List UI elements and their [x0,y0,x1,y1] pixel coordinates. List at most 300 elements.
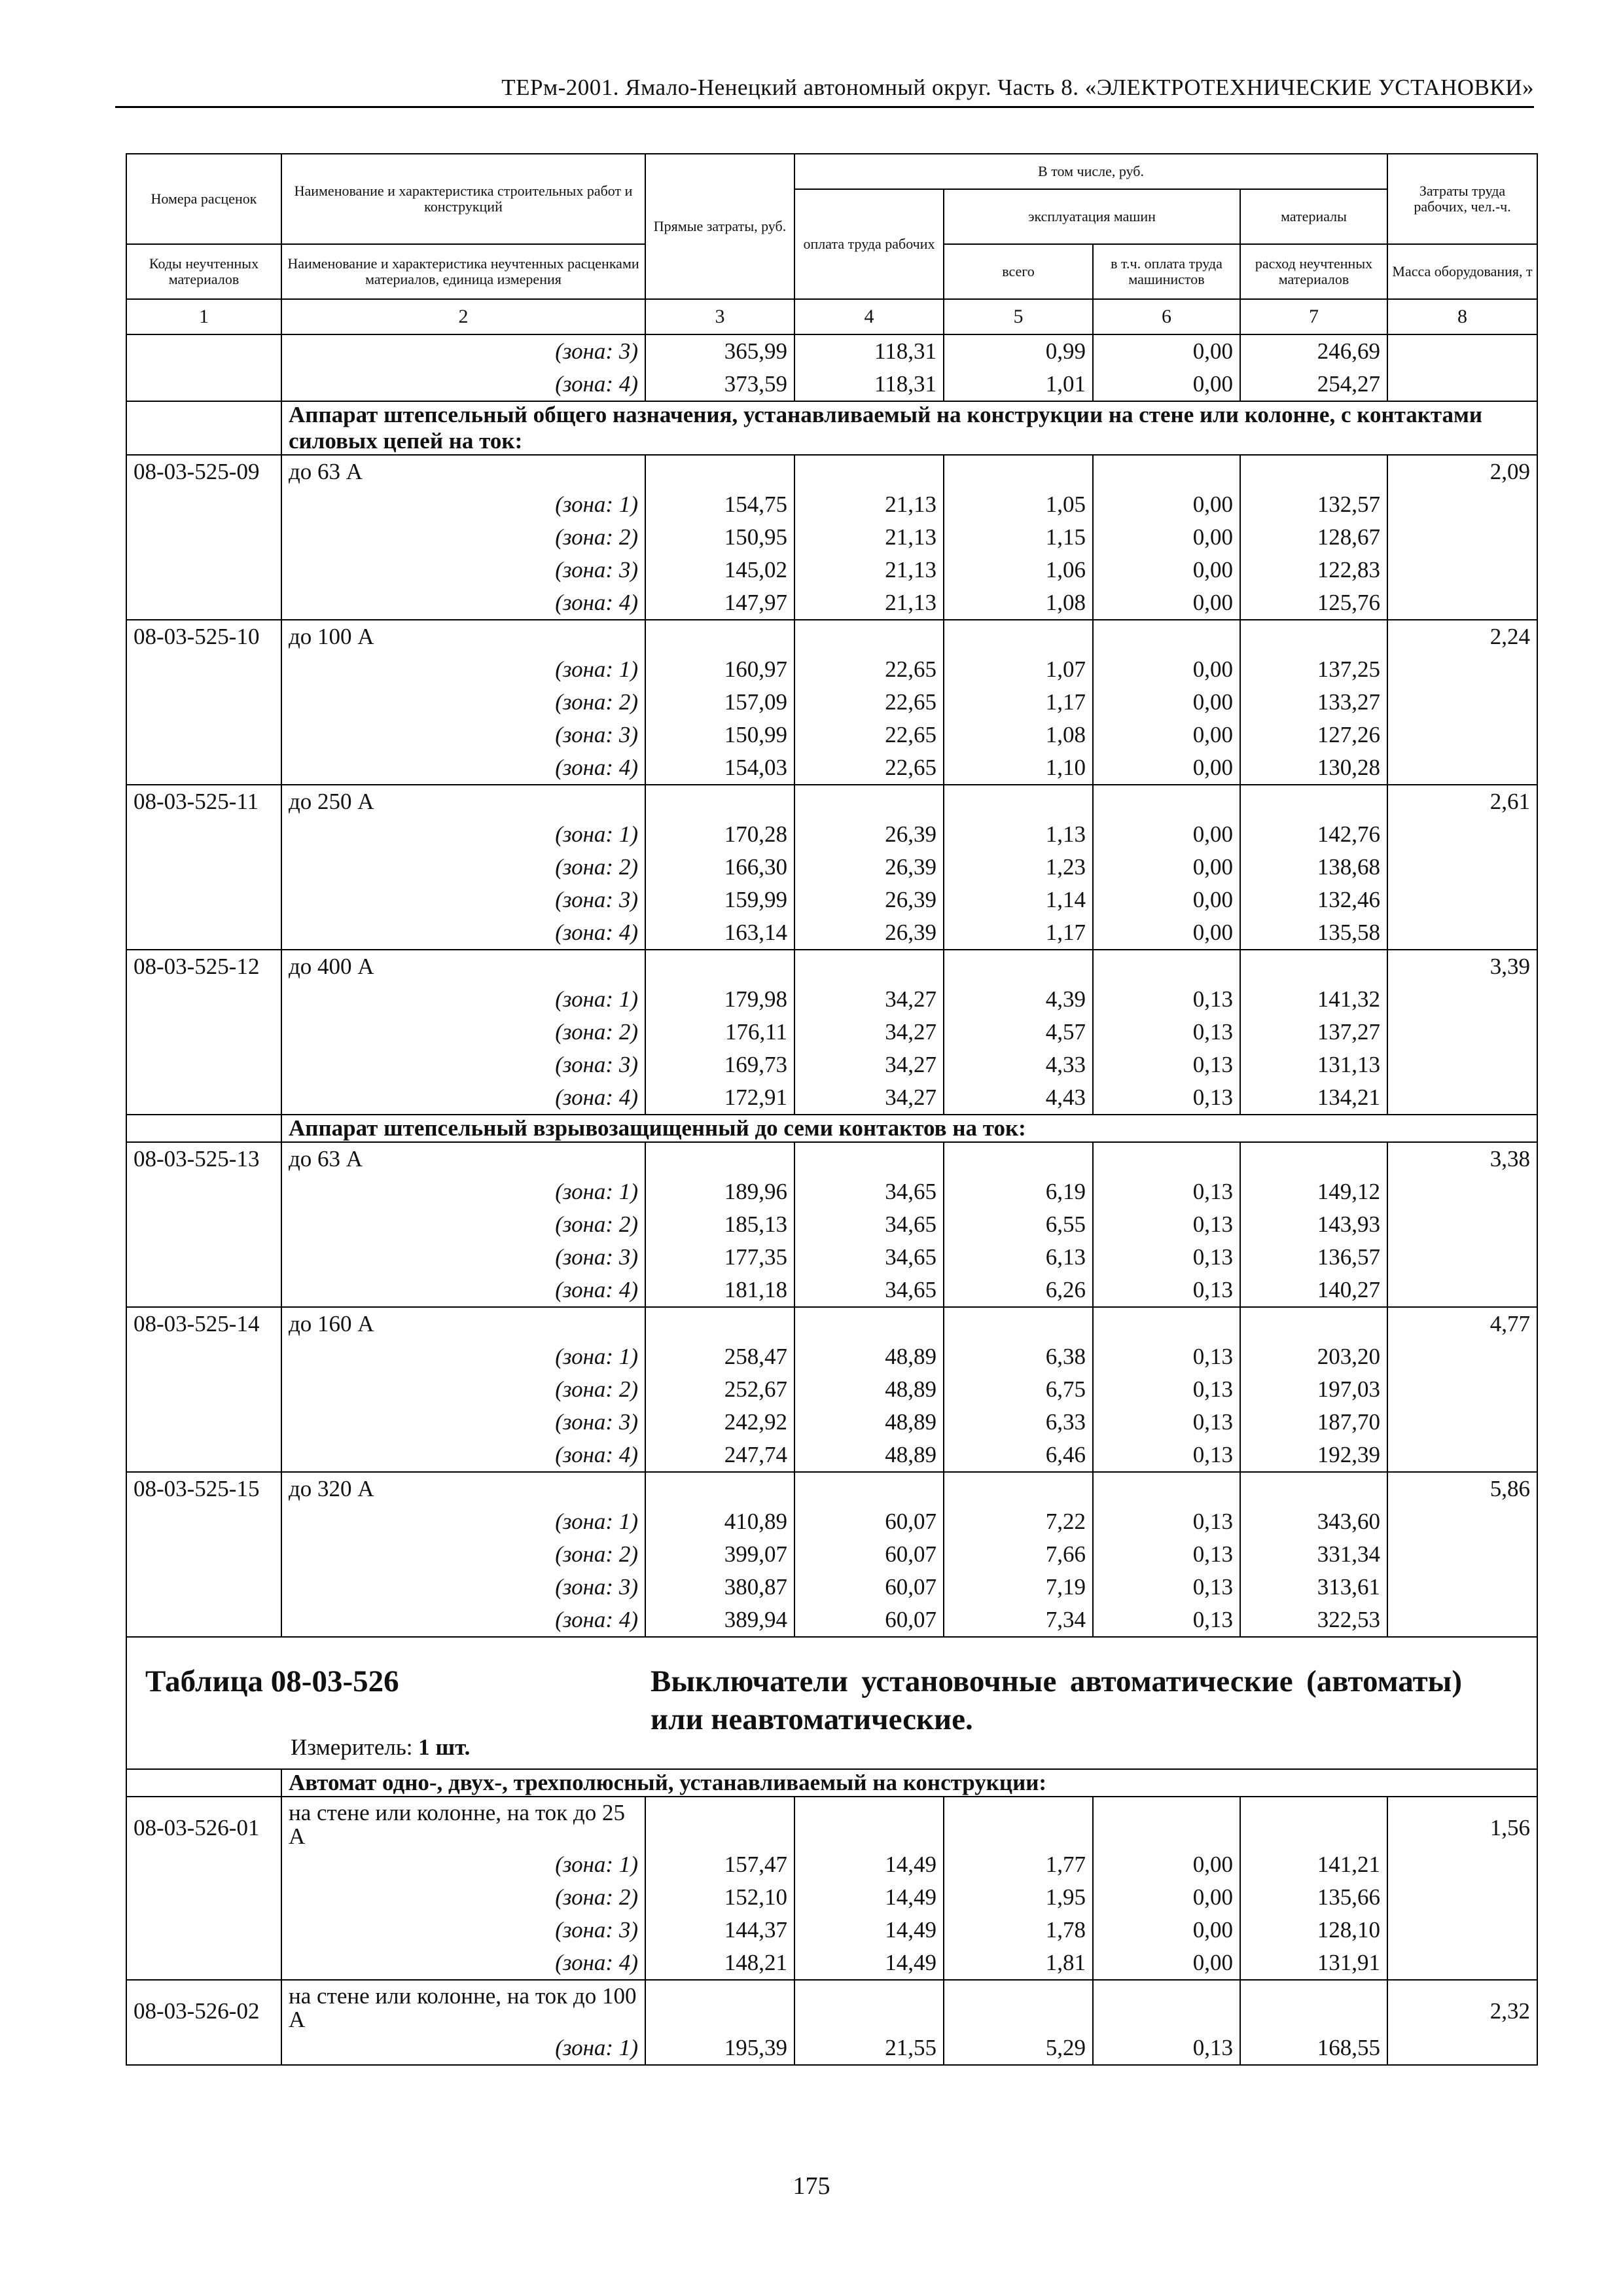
value-cell [1240,785,1387,818]
labor-cell [1387,1538,1537,1571]
item-labor: 2,24 [1387,620,1537,653]
item-row [126,785,1537,818]
zone-row [126,1175,1537,1208]
value-cell: 0,13 [1093,1208,1240,1241]
item-name: на стене или колонне, на ток до 100 А [281,1980,645,2032]
item-code: 08-03-525-14 [126,1307,281,1340]
code-cell [126,1946,281,1980]
value-cell: 138,68 [1240,851,1387,884]
zone-row [126,851,1537,884]
value-cell: 0,13 [1093,1049,1240,1081]
table-title-block [126,1637,1537,1769]
value-cell [1240,620,1387,653]
item-code: 08-03-526-02 [126,1980,281,2032]
zone-label: (зона: 4) [281,368,645,401]
col-number: 7 [1240,299,1387,334]
zone-label: (зона: 3) [281,1049,645,1081]
labor-cell [1387,334,1537,368]
code-cell [126,521,281,554]
value-cell: 34,27 [794,1049,944,1081]
page-number: 175 [793,2172,830,2200]
value-cell: 21,55 [794,2032,944,2065]
value-cell: 21,13 [794,554,944,586]
value-cell [944,1980,1093,2032]
value-cell: 0,13 [1093,1175,1240,1208]
item-labor: 2,32 [1387,1980,1537,2032]
value-cell: 179,98 [645,983,794,1016]
value-cell: 0,00 [1093,1881,1240,1914]
value-cell [944,620,1093,653]
zone-row [126,1016,1537,1049]
table-title-row [126,1637,1537,1769]
col-number: 2 [281,299,645,334]
labor-cell [1387,1016,1537,1049]
code-cell [126,1016,281,1049]
zone-label: (зона: 1) [281,818,645,851]
value-cell: 48,89 [794,1439,944,1472]
value-cell [645,620,794,653]
zone-row [126,1081,1537,1115]
value-cell: 181,18 [645,1274,794,1307]
value-cell: 160,97 [645,653,794,686]
value-cell [645,950,794,983]
value-cell [1093,1472,1240,1505]
value-cell: 168,55 [1240,2032,1387,2065]
labor-cell [1387,983,1537,1016]
value-cell [794,620,944,653]
item-row [126,950,1537,983]
value-cell: 7,19 [944,1571,1093,1604]
labor-cell [1387,916,1537,950]
item-row [126,620,1537,653]
value-cell [794,1980,944,2032]
value-cell: 6,33 [944,1406,1093,1439]
labor-cell [1387,1340,1537,1373]
zone-label: (зона: 2) [281,521,645,554]
value-cell: 4,33 [944,1049,1093,1081]
value-cell: 34,65 [794,1175,944,1208]
zone-row [126,1848,1537,1881]
zone-label: (зона: 3) [281,334,645,368]
value-cell [1093,950,1240,983]
value-cell: 1,08 [944,586,1093,620]
value-cell: 0,00 [1093,1848,1240,1881]
zone-row [126,751,1537,785]
value-cell: 136,57 [1240,1241,1387,1274]
value-cell: 0,13 [1093,1406,1240,1439]
value-cell: 0,13 [1093,983,1240,1016]
value-cell: 150,99 [645,719,794,751]
zone-label: (зона: 1) [281,488,645,521]
value-cell: 1,77 [944,1848,1093,1881]
value-cell: 410,89 [645,1505,794,1538]
value-cell: 48,89 [794,1406,944,1439]
value-cell: 0,00 [1093,751,1240,785]
col8-top: Затраты труда рабочих, чел.-ч. [1387,154,1537,244]
value-cell [944,1797,1093,1848]
labor-cell [1387,1914,1537,1946]
col3-head: Прямые затраты, руб. [645,154,794,299]
labor-cell [1387,1439,1537,1472]
zone-label: (зона: 2) [281,1208,645,1241]
item-labor: 3,38 [1387,1142,1537,1175]
zone-label: (зона: 4) [281,1081,645,1115]
value-cell: 34,27 [794,1081,944,1115]
labor-cell [1387,1946,1537,1980]
value-cell: 177,35 [645,1241,794,1274]
value-cell: 0,00 [1093,719,1240,751]
code-cell [126,1848,281,1881]
value-cell: 118,31 [794,368,944,401]
value-cell: 0,00 [1093,334,1240,368]
code-cell [126,1406,281,1439]
zone-row [126,1208,1537,1241]
col5-head: всего [944,244,1093,299]
value-cell: 21,13 [794,521,944,554]
value-cell: 14,49 [794,1848,944,1881]
value-cell [794,1472,944,1505]
value-cell [645,1980,794,2032]
value-cell: 5,29 [944,2032,1093,2065]
code-cell [126,1769,281,1797]
item-row [126,1142,1537,1175]
value-cell: 172,91 [645,1081,794,1115]
zone-row [126,653,1537,686]
item-labor: 4,77 [1387,1307,1537,1340]
code-cell [126,1881,281,1914]
value-cell: 1,05 [944,488,1093,521]
value-cell: 313,61 [1240,1571,1387,1604]
value-cell [944,950,1093,983]
value-cell: 195,39 [645,2032,794,2065]
section-title: Аппарат штепсельный взрывозащищенный до семи контактов на ток: [281,1115,1537,1142]
value-cell: 1,07 [944,653,1093,686]
code-cell [126,1115,281,1142]
zone-label: (зона: 4) [281,1604,645,1637]
value-cell: 0,00 [1093,1946,1240,1980]
zone-label: (зона: 4) [281,1439,645,1472]
value-cell: 135,66 [1240,1881,1387,1914]
code-cell [126,1340,281,1373]
zone-label: (зона: 2) [281,1373,645,1406]
item-code: 08-03-525-09 [126,455,281,488]
labor-cell [1387,818,1537,851]
value-cell [944,1472,1093,1505]
value-cell: 331,34 [1240,1538,1387,1571]
item-name: до 250 А [281,785,645,818]
value-cell [944,785,1093,818]
col1-bottom: Коды неучтенных материалов [126,244,281,299]
value-cell: 258,47 [645,1340,794,1373]
value-cell: 127,26 [1240,719,1387,751]
code-cell [126,851,281,884]
value-cell: 1,14 [944,884,1093,916]
value-cell: 380,87 [645,1571,794,1604]
zone-row [126,818,1537,851]
zone-row [126,2032,1537,2065]
labor-cell [1387,368,1537,401]
labor-cell [1387,521,1537,554]
value-cell: 1,06 [944,554,1093,586]
item-labor: 5,86 [1387,1472,1537,1505]
code-cell [126,1274,281,1307]
value-cell: 140,27 [1240,1274,1387,1307]
value-cell: 154,75 [645,488,794,521]
zone-row [126,983,1537,1016]
value-cell: 0,13 [1093,2032,1240,2065]
zone-row [126,1241,1537,1274]
labor-cell [1387,586,1537,620]
value-cell: 247,74 [645,1439,794,1472]
zone-label: (зона: 3) [281,554,645,586]
item-code: 08-03-525-10 [126,620,281,653]
value-cell: 197,03 [1240,1373,1387,1406]
zone-row [126,1049,1537,1081]
value-cell: 152,10 [645,1881,794,1914]
value-cell: 192,39 [1240,1439,1387,1472]
zone-row [126,1340,1537,1373]
machines-head: эксплуатация машин [944,189,1240,244]
item-labor: 2,09 [1387,455,1537,488]
value-cell: 134,21 [1240,1081,1387,1115]
labor-cell [1387,1081,1537,1115]
value-cell [1240,950,1387,983]
value-cell: 246,69 [1240,334,1387,368]
zone-label: (зона: 3) [281,719,645,751]
code-cell [126,1505,281,1538]
code-cell [126,1373,281,1406]
value-cell: 1,78 [944,1914,1093,1946]
value-cell: 6,55 [944,1208,1093,1241]
code-cell [126,586,281,620]
value-cell: 0,00 [1093,818,1240,851]
value-cell [1240,455,1387,488]
value-cell: 145,02 [645,554,794,586]
value-cell: 4,43 [944,1081,1093,1115]
code-cell [126,368,281,401]
running-header [115,72,1534,108]
value-cell: 132,46 [1240,884,1387,916]
value-cell: 137,27 [1240,1016,1387,1049]
code-cell [126,1081,281,1115]
value-cell: 0,99 [944,334,1093,368]
zone-row [126,521,1537,554]
value-cell: 0,13 [1093,1016,1240,1049]
labor-cell [1387,884,1537,916]
zone-label: (зона: 3) [281,1406,645,1439]
value-cell: 60,07 [794,1571,944,1604]
code-cell [126,1571,281,1604]
value-cell: 131,13 [1240,1049,1387,1081]
code-cell [126,818,281,851]
value-cell: 242,92 [645,1406,794,1439]
value-cell [1093,455,1240,488]
value-cell [1240,1307,1387,1340]
labor-cell [1387,751,1537,785]
value-cell: 60,07 [794,1538,944,1571]
value-cell: 157,47 [645,1848,794,1881]
value-cell: 135,58 [1240,916,1387,950]
value-cell [1093,785,1240,818]
value-cell: 399,07 [645,1538,794,1571]
labor-cell [1387,2032,1537,2065]
zone-label: (зона: 4) [281,1946,645,1980]
code-cell [126,1604,281,1637]
value-cell [794,455,944,488]
code-cell [126,554,281,586]
value-cell [645,1797,794,1848]
value-cell: 170,28 [645,818,794,851]
value-cell: 0,00 [1093,586,1240,620]
value-cell [1240,1142,1387,1175]
code-cell [126,1439,281,1472]
item-name: на стене или колонне, на ток до 25 А [281,1797,645,1848]
zone-label: (зона: 2) [281,1881,645,1914]
value-cell: 60,07 [794,1604,944,1637]
value-cell: 6,38 [944,1340,1093,1373]
zone-label: (зона: 1) [281,1848,645,1881]
value-cell: 0,13 [1093,1081,1240,1115]
value-cell: 26,39 [794,884,944,916]
value-cell: 1,01 [944,368,1093,401]
value-cell [794,1797,944,1848]
item-labor: 2,61 [1387,785,1537,818]
value-cell [1093,1142,1240,1175]
col-number: 6 [1093,299,1240,334]
value-cell [645,455,794,488]
zone-label: (зона: 2) [281,1538,645,1571]
zone-row [126,1571,1537,1604]
value-cell: 0,13 [1093,1340,1240,1373]
value-cell: 48,89 [794,1340,944,1373]
value-cell [1240,1797,1387,1848]
value-cell: 137,25 [1240,653,1387,686]
value-cell: 0,00 [1093,554,1240,586]
value-cell: 34,27 [794,1016,944,1049]
item-row [126,1307,1537,1340]
labor-cell [1387,1848,1537,1881]
col-number: 8 [1387,299,1537,334]
code-cell [126,1208,281,1241]
code-cell [126,983,281,1016]
labor-cell [1387,1049,1537,1081]
value-cell: 0,13 [1093,1571,1240,1604]
value-cell: 1,17 [944,686,1093,719]
labor-cell [1387,1571,1537,1604]
value-cell: 34,27 [794,983,944,1016]
value-cell: 0,00 [1093,916,1240,950]
value-cell: 0,13 [1093,1538,1240,1571]
value-cell: 1,23 [944,851,1093,884]
value-cell: 1,13 [944,818,1093,851]
zone-row [126,916,1537,950]
price-table [126,153,1538,2066]
item-row [126,455,1537,488]
value-cell [944,1142,1093,1175]
zone-row [126,1881,1537,1914]
item-name: до 63 А [281,1142,645,1175]
col4-head: оплата труда рабочих [794,189,944,299]
value-cell: 48,89 [794,1373,944,1406]
value-cell: 0,00 [1093,884,1240,916]
labor-cell [1387,1881,1537,1914]
value-cell: 22,65 [794,751,944,785]
labor-cell [1387,1505,1537,1538]
code-cell [126,1175,281,1208]
col-number: 1 [126,299,281,334]
value-cell: 141,21 [1240,1848,1387,1881]
value-cell: 148,21 [645,1946,794,1980]
item-row [126,1980,1537,2032]
value-cell: 1,10 [944,751,1093,785]
zone-label: (зона: 4) [281,586,645,620]
table-header [126,154,1537,334]
value-cell: 0,13 [1093,1373,1240,1406]
zone-label: (зона: 1) [281,1340,645,1373]
value-cell: 322,53 [1240,1604,1387,1637]
value-cell: 21,13 [794,586,944,620]
zone-row [126,884,1537,916]
value-cell [645,1142,794,1175]
col-number: 4 [794,299,944,334]
value-cell: 1,15 [944,521,1093,554]
value-cell: 26,39 [794,916,944,950]
value-cell: 130,28 [1240,751,1387,785]
value-cell: 0,13 [1093,1604,1240,1637]
zone-row [126,1505,1537,1538]
value-cell: 34,65 [794,1241,944,1274]
value-cell: 34,65 [794,1274,944,1307]
table2-description: Выключатели установочные автоматические (автоматы) или неавтоматические. [651,1664,1462,1736]
value-cell: 0,00 [1093,521,1240,554]
code-cell [126,653,281,686]
zone-row [126,1406,1537,1439]
item-name: до 160 А [281,1307,645,1340]
labor-cell [1387,1175,1537,1208]
value-cell: 34,65 [794,1208,944,1241]
zone-row [126,719,1537,751]
value-cell [1093,1797,1240,1848]
item-code: 08-03-525-11 [126,785,281,818]
zone-label: (зона: 2) [281,686,645,719]
item-name: до 400 А [281,950,645,983]
section-title: Аппарат штепсельный общего назначения, устанавливаемый на конструкции на стене или колонне, с контактами силовых цепей на ток: [281,401,1537,455]
value-cell: 22,65 [794,719,944,751]
value-cell: 187,70 [1240,1406,1387,1439]
zone-label: (зона: 4) [281,1274,645,1307]
zone-label: (зона: 4) [281,751,645,785]
code-cell [126,488,281,521]
zone-row [126,1274,1537,1307]
value-cell: 159,99 [645,884,794,916]
value-cell: 125,76 [1240,586,1387,620]
labor-cell [1387,1604,1537,1637]
item-code: 08-03-526-01 [126,1797,281,1848]
code-cell [126,751,281,785]
value-cell [794,1142,944,1175]
value-cell: 22,65 [794,686,944,719]
zone-row [126,1914,1537,1946]
value-cell: 0,00 [1093,488,1240,521]
value-cell: 26,39 [794,851,944,884]
code-cell [126,2032,281,2065]
code-cell [126,1241,281,1274]
labor-cell [1387,719,1537,751]
value-cell: 1,81 [944,1946,1093,1980]
value-cell: 169,73 [645,1049,794,1081]
value-cell [1240,1980,1387,2032]
value-cell: 14,49 [794,1914,944,1946]
